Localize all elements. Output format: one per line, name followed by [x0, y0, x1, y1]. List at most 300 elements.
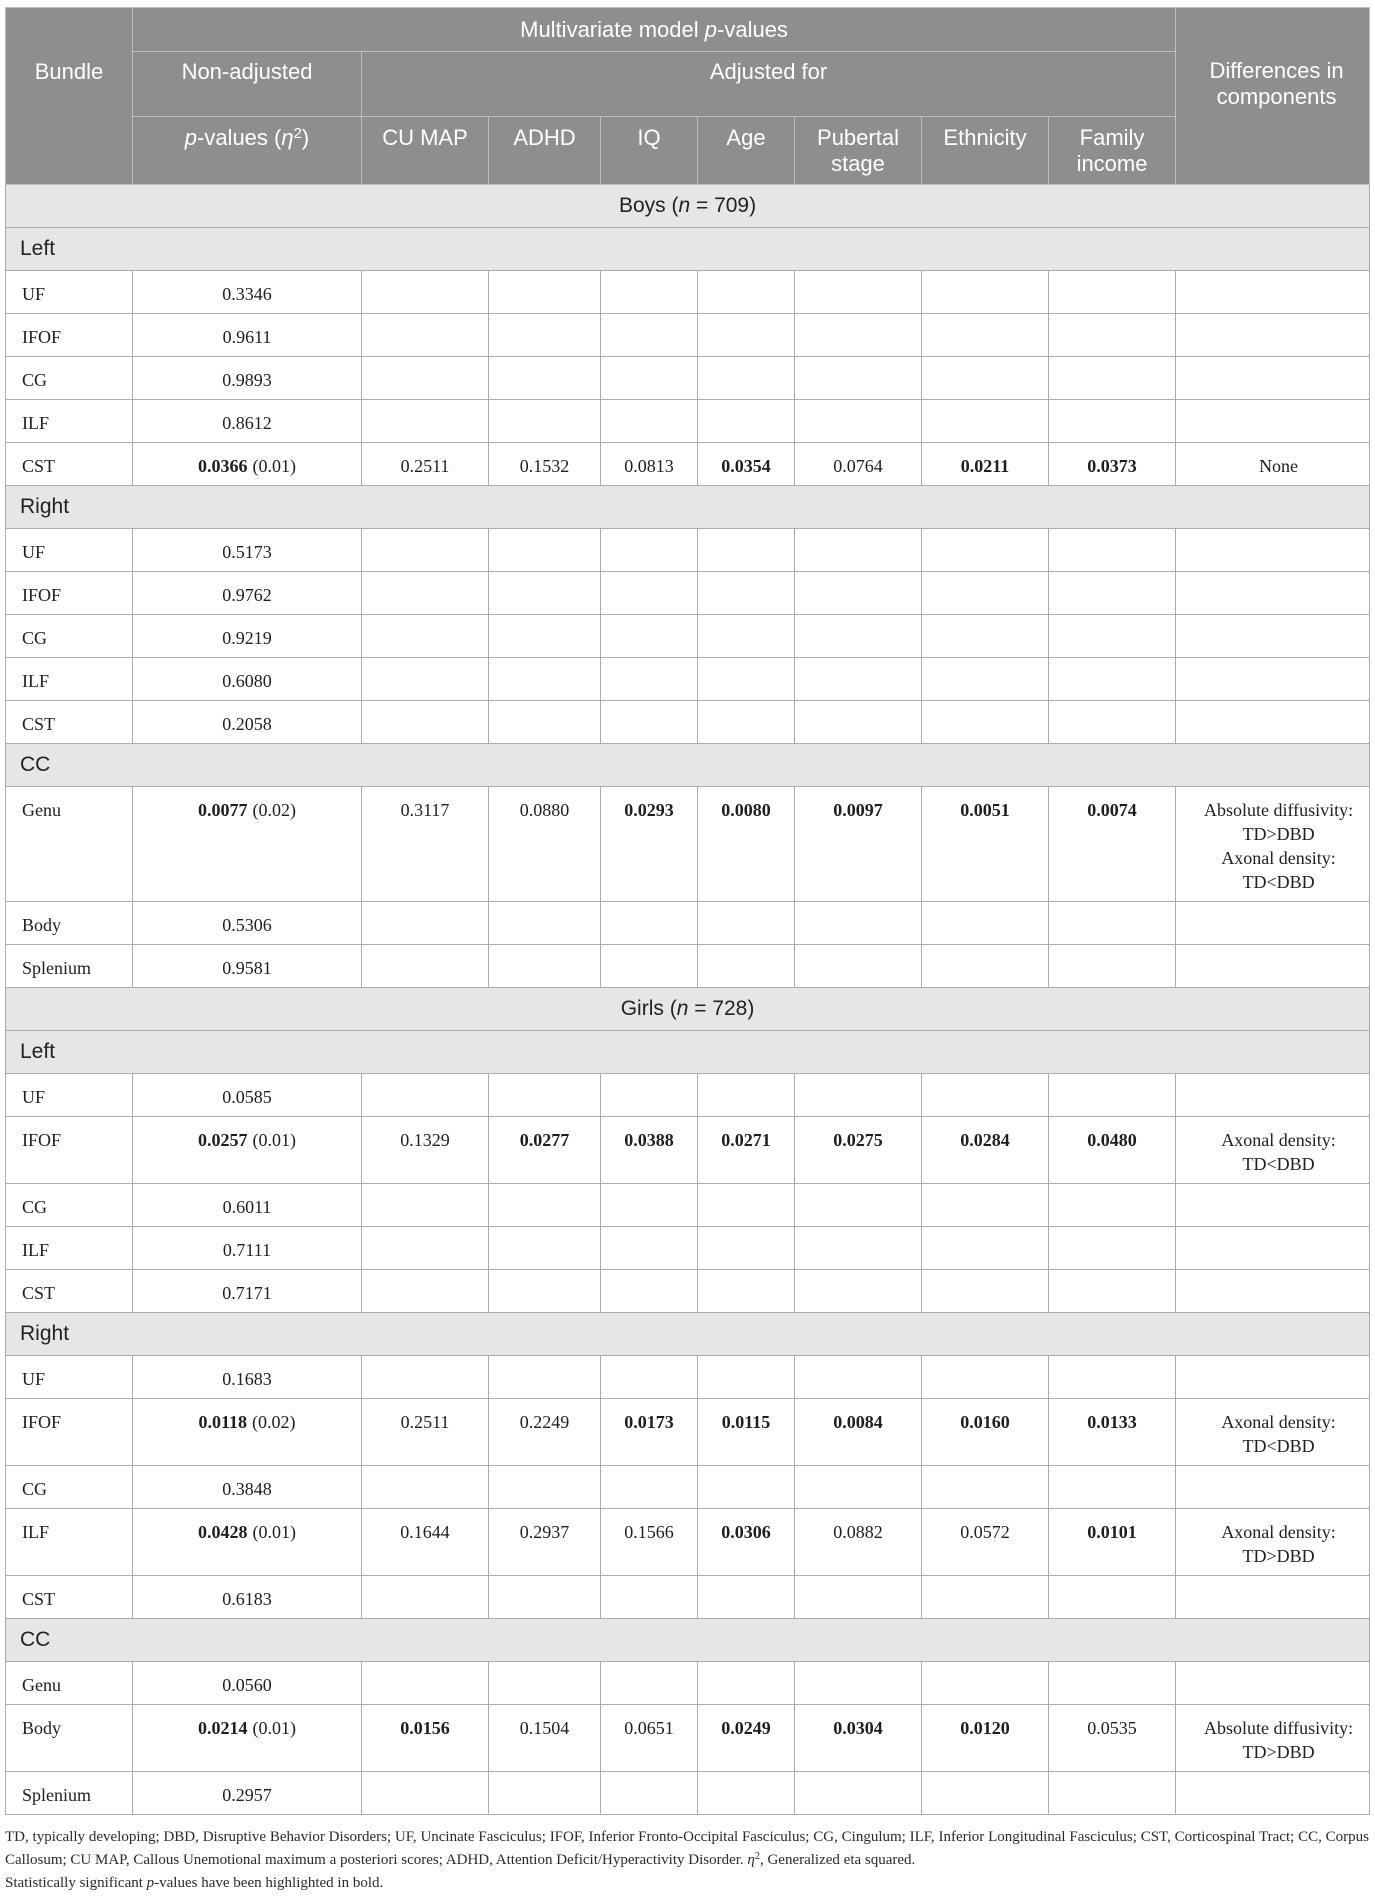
differences-cell	[1176, 1117, 1370, 1184]
adjusted-p-value-iq: 0.1566	[624, 1522, 674, 1542]
differences-cell	[1176, 357, 1370, 400]
section-row	[6, 1031, 1370, 1074]
adjusted-p-value-iq: 0.0388	[624, 1130, 674, 1150]
adjusted-cell-iq	[601, 443, 698, 486]
adjusted-p-value-iq: 0.0293	[624, 800, 674, 820]
adjusted-cell-adhd	[489, 615, 601, 658]
adjusted-cell-cu-map	[362, 1184, 489, 1227]
table-row	[6, 1662, 1370, 1705]
adjusted-cell-pubertal-stage	[795, 615, 922, 658]
differences-cell	[1176, 658, 1370, 701]
covariate-header-ethnicity: Ethnicity	[922, 117, 1049, 185]
adjusted-cell-iq	[601, 1576, 698, 1619]
nonadjusted-cell	[133, 1074, 362, 1117]
adjusted-cell-pubertal-stage	[795, 1227, 922, 1270]
table-row	[6, 529, 1370, 572]
adjusted-cell-pubertal-stage	[795, 1772, 922, 1815]
differences-cell	[1176, 902, 1370, 945]
adjusted-cell-pubertal-stage	[795, 1705, 922, 1772]
nonadjusted-p-value: 0.2058	[222, 714, 272, 734]
adjusted-cell-pubertal-stage	[795, 443, 922, 486]
adjusted-cell-age	[698, 1227, 795, 1270]
adjusted-cell-family-income	[1049, 529, 1176, 572]
adjusted-cell-family-income	[1049, 357, 1176, 400]
significance-note	[5, 1872, 1369, 1895]
adjusted-cell-ethnicity	[922, 658, 1049, 701]
table-row	[6, 1356, 1370, 1399]
adjusted-cell-family-income	[1049, 400, 1176, 443]
adjusted-cell-cu-map	[362, 1270, 489, 1313]
differences-cell	[1176, 1184, 1370, 1227]
adjusted-p-value-ethnicity: 0.0284	[960, 1130, 1010, 1150]
section-label: Left	[6, 228, 1370, 271]
adjusted-cell-ethnicity	[922, 945, 1049, 988]
bundle-name: CST	[6, 701, 133, 744]
adjusted-cell-age	[698, 1270, 795, 1313]
nonadjusted-cell	[133, 1356, 362, 1399]
differences-cell	[1176, 1270, 1370, 1313]
adjusted-cell-ethnicity	[922, 1227, 1049, 1270]
adjusted-cell-age	[698, 1705, 795, 1772]
adjusted-p-value-ethnicity: 0.0211	[960, 456, 1010, 476]
adjusted-p-value-age: 0.0271	[721, 1130, 771, 1150]
adjusted-cell-family-income	[1049, 314, 1176, 357]
differences-cell	[1176, 701, 1370, 744]
adjusted-cell-age	[698, 357, 795, 400]
adjusted-cell-pubertal-stage	[795, 1074, 922, 1117]
p-symbol: p	[704, 17, 718, 42]
bundle-name: CST	[6, 1576, 133, 1619]
adjusted-cell-age	[698, 1356, 795, 1399]
adjusted-cell-iq	[601, 1466, 698, 1509]
differences-cell	[1176, 1399, 1370, 1466]
adjusted-cell-adhd	[489, 1705, 601, 1772]
bundle-name: IFOF	[6, 1117, 133, 1184]
bundle-name: Genu	[6, 787, 133, 902]
nonadjusted-cell	[133, 400, 362, 443]
adjusted-cell-cu-map	[362, 1117, 489, 1184]
adjusted-cell-adhd	[489, 1399, 601, 1466]
adjusted-cell-family-income	[1049, 902, 1176, 945]
adjusted-cell-family-income	[1049, 1772, 1176, 1815]
adjusted-cell-adhd	[489, 1117, 601, 1184]
adjusted-cell-pubertal-stage	[795, 400, 922, 443]
bundle-name: Body	[6, 902, 133, 945]
adjusted-cell-ethnicity	[922, 1772, 1049, 1815]
table-row	[6, 271, 1370, 314]
section-row	[6, 1619, 1370, 1662]
abbreviations-note	[5, 1826, 1369, 1872]
adjusted-p-value-cu-map: 0.3117	[400, 800, 450, 820]
eta-squared-value: (0.02)	[252, 800, 296, 820]
adjusted-cell-age	[698, 701, 795, 744]
table-row	[6, 1227, 1370, 1270]
adjusted-cell-adhd	[489, 1227, 601, 1270]
group-row	[6, 185, 1370, 228]
group-label-count: = 709)	[690, 194, 757, 217]
adjusted-cell-iq	[601, 1227, 698, 1270]
p-symbol: p	[146, 1875, 155, 1891]
differences-header: Differences in components	[1176, 8, 1370, 185]
nonadjusted-p-value: 0.9762	[222, 585, 272, 605]
abbreviations-text: TD, typically developing; DBD, Disruptive Behavior Disorders; UF, Uncinate Fasciculus; IFOF, Inferior Fronto-Occipital Fasciculus; CG, Cingulum; ILF, Inferior Longitudinal Fasciculus; CST, Corticospinal Tract; CC, Corpus Callosum; CU MAP, Callous Unemotional maximum a posteriori scores; ADHD, Attention Deficit/Hyperactivity Disorder.	[5, 1829, 1369, 1868]
eta-squared-value: (0.01)	[252, 1522, 296, 1542]
adjusted-cell-pubertal-stage	[795, 1270, 922, 1313]
adjusted-cell-pubertal-stage	[795, 658, 922, 701]
adjusted-cell-age	[698, 902, 795, 945]
adjusted-cell-cu-map	[362, 1662, 489, 1705]
nonadjusted-cell	[133, 443, 362, 486]
nonadjusted-p-value: 0.2957	[222, 1785, 272, 1805]
table-row	[6, 1509, 1370, 1576]
differences-cell	[1176, 400, 1370, 443]
nonadjusted-p-value: 0.9893	[222, 370, 272, 390]
adjusted-cell-ethnicity	[922, 1509, 1049, 1576]
difference-line: TD>DBD	[1242, 1546, 1315, 1566]
nonadjusted-cell	[133, 1705, 362, 1772]
adjusted-cell-iq	[601, 615, 698, 658]
multivariate-header-suffix: -values	[717, 17, 788, 42]
nonadjusted-cell	[133, 314, 362, 357]
adjusted-cell-family-income	[1049, 271, 1176, 314]
adjusted-cell-adhd	[489, 1356, 601, 1399]
eta-squared-value: (0.01)	[252, 1718, 296, 1738]
adjusted-cell-family-income	[1049, 787, 1176, 902]
adjusted-cell-adhd	[489, 787, 601, 902]
nonadjusted-p-value: 0.1683	[222, 1369, 272, 1389]
adjusted-cell-ethnicity	[922, 1270, 1049, 1313]
nonadjusted-p-value: 0.5306	[222, 915, 272, 935]
adjusted-cell-pubertal-stage	[795, 529, 922, 572]
adjusted-cell-iq	[601, 701, 698, 744]
adjusted-p-value-pubertal-stage: 0.0275	[833, 1130, 883, 1150]
adjusted-p-value-family-income: 0.0074	[1087, 800, 1137, 820]
adjusted-cell-iq	[601, 902, 698, 945]
adjusted-cell-cu-map	[362, 701, 489, 744]
adjusted-cell-cu-map	[362, 1356, 489, 1399]
significance-text: Statistically significant	[5, 1875, 147, 1891]
adjusted-cell-adhd	[489, 400, 601, 443]
bundle-name: UF	[6, 1356, 133, 1399]
adjusted-cell-age	[698, 1772, 795, 1815]
adjusted-cell-pubertal-stage	[795, 1117, 922, 1184]
adjusted-p-value-pubertal-stage: 0.0304	[833, 1718, 883, 1738]
adjusted-cell-ethnicity	[922, 1117, 1049, 1184]
nonadjusted-p-value: 0.7171	[222, 1283, 272, 1303]
adjusted-cell-ethnicity	[922, 529, 1049, 572]
adjusted-cell-iq	[601, 945, 698, 988]
adjusted-cell-iq	[601, 357, 698, 400]
adjusted-cell-pubertal-stage	[795, 902, 922, 945]
adjusted-cell-age	[698, 572, 795, 615]
bundle-name: ILF	[6, 1227, 133, 1270]
group-label-text: Girls (	[620, 997, 677, 1020]
nonadjusted-cell	[133, 1399, 362, 1466]
adjusted-cell-pubertal-stage	[795, 357, 922, 400]
adjusted-cell-age	[698, 529, 795, 572]
adjusted-cell-cu-map	[362, 1074, 489, 1117]
section-label: Left	[6, 1031, 1370, 1074]
adjusted-p-value-adhd: 0.1504	[519, 1718, 570, 1738]
adjusted-cell-adhd	[489, 945, 601, 988]
adjusted-cell-pubertal-stage	[795, 1509, 922, 1576]
adjusted-p-value-iq: 0.0813	[624, 456, 674, 476]
adjusted-cell-iq	[601, 1705, 698, 1772]
nonadjusted-p-value: 0.0585	[222, 1087, 272, 1107]
table-row	[6, 1705, 1370, 1772]
table-row	[6, 701, 1370, 744]
differences-cell	[1176, 1705, 1370, 1772]
eta-symbol: η	[281, 125, 294, 150]
section-row	[6, 486, 1370, 529]
difference-line: TD<DBD	[1242, 1154, 1315, 1174]
bundle-name: IFOF	[6, 314, 133, 357]
adjusted-cell-family-income	[1049, 443, 1176, 486]
adjusted-p-value-adhd: 0.2249	[519, 1412, 570, 1432]
adjusted-cell-age	[698, 1509, 795, 1576]
adjusted-p-value-pubertal-stage: 0.0084	[833, 1412, 883, 1432]
adjusted-cell-pubertal-stage	[795, 572, 922, 615]
bundle-name: UF	[6, 271, 133, 314]
adjusted-cell-cu-map	[362, 572, 489, 615]
adjusted-cell-iq	[601, 1772, 698, 1815]
table-row	[6, 658, 1370, 701]
adjusted-p-value-family-income: 0.0101	[1087, 1522, 1137, 1542]
table-row	[6, 945, 1370, 988]
difference-line: TD>DBD	[1242, 824, 1315, 844]
nonadjusted-p-value: 0.9611	[222, 327, 272, 347]
adjusted-cell-ethnicity	[922, 443, 1049, 486]
covariate-header-age: Age	[698, 117, 795, 185]
multivariate-header	[133, 8, 1176, 52]
adjusted-cell-adhd	[489, 529, 601, 572]
adjusted-cell-age	[698, 945, 795, 988]
adjusted-cell-family-income	[1049, 1399, 1176, 1466]
results-table-body	[6, 185, 1370, 1815]
adjusted-cell-age	[698, 787, 795, 902]
adjusted-cell-ethnicity	[922, 400, 1049, 443]
eta-superscript: 2	[293, 124, 302, 142]
differences-cell	[1176, 1356, 1370, 1399]
adjusted-cell-iq	[601, 1399, 698, 1466]
adjusted-cell-ethnicity	[922, 314, 1049, 357]
adjusted-cell-family-income	[1049, 1356, 1176, 1399]
adjusted-cell-cu-map	[362, 1705, 489, 1772]
adjusted-cell-ethnicity	[922, 902, 1049, 945]
adjusted-cell-family-income	[1049, 1184, 1176, 1227]
adjusted-cell-ethnicity	[922, 271, 1049, 314]
section-label: CC	[6, 744, 1370, 787]
difference-line: Axonal density:	[1221, 1130, 1336, 1150]
adjusted-cell-adhd	[489, 1270, 601, 1313]
adjusted-cell-family-income	[1049, 945, 1176, 988]
adjusted-p-value-cu-map: 0.2511	[400, 1412, 450, 1432]
adjusted-p-value-family-income: 0.0133	[1087, 1412, 1137, 1432]
multivariate-header-text: Multivariate model	[520, 17, 705, 42]
adjusted-cell-cu-map	[362, 945, 489, 988]
adjusted-p-value-ethnicity: 0.0120	[960, 1718, 1010, 1738]
adjusted-cell-iq	[601, 658, 698, 701]
adjusted-cell-adhd	[489, 1772, 601, 1815]
eta-symbol: η	[747, 1852, 755, 1868]
differences-cell	[1176, 1509, 1370, 1576]
adjusted-cell-adhd	[489, 1184, 601, 1227]
eta-squared-value: (0.01)	[252, 1130, 296, 1150]
table-row	[6, 443, 1370, 486]
pvalues-label: -values (	[197, 125, 282, 150]
adjusted-p-value-age: 0.0080	[721, 800, 771, 820]
adjusted-cell-pubertal-stage	[795, 314, 922, 357]
nonadjusted-cell	[133, 1772, 362, 1815]
bundle-name: Splenium	[6, 945, 133, 988]
adjusted-p-value-ethnicity: 0.0572	[960, 1522, 1010, 1542]
differences-cell	[1176, 572, 1370, 615]
bundle-name: CST	[6, 1270, 133, 1313]
bundle-name: ILF	[6, 400, 133, 443]
adjusted-cell-pubertal-stage	[795, 1184, 922, 1227]
group-row	[6, 988, 1370, 1031]
difference-line: TD<DBD	[1242, 872, 1315, 892]
p-symbol: p	[184, 125, 197, 150]
covariate-header-adhd: ADHD	[489, 117, 601, 185]
adjusted-cell-family-income	[1049, 572, 1176, 615]
nonadjusted-cell	[133, 1662, 362, 1705]
differences-cell	[1176, 1227, 1370, 1270]
nonadjusted-p-value: 0.3848	[222, 1479, 272, 1499]
table-row	[6, 615, 1370, 658]
adjusted-cell-ethnicity	[922, 1662, 1049, 1705]
nonadjusted-cell	[133, 902, 362, 945]
section-row	[6, 228, 1370, 271]
nonadjusted-cell	[133, 271, 362, 314]
nonadjusted-p-value: 0.0257	[198, 1130, 248, 1150]
adjusted-p-value-adhd: 0.2937	[519, 1522, 570, 1542]
section-label: Right	[6, 1313, 1370, 1356]
table-row	[6, 1074, 1370, 1117]
adjusted-cell-ethnicity	[922, 572, 1049, 615]
adjusted-p-value-pubertal-stage: 0.0097	[833, 800, 883, 820]
adjusted-cell-adhd	[489, 357, 601, 400]
adjusted-cell-adhd	[489, 1466, 601, 1509]
table-footnote	[5, 1826, 1369, 1895]
adjusted-cell-adhd	[489, 658, 601, 701]
bundle-name: CG	[6, 1466, 133, 1509]
table-header	[6, 8, 1370, 185]
nonadjusted-cell	[133, 1227, 362, 1270]
bundle-name: CST	[6, 443, 133, 486]
adjusted-cell-age	[698, 314, 795, 357]
adjusted-cell-pubertal-stage	[795, 271, 922, 314]
adjusted-cell-family-income	[1049, 1576, 1176, 1619]
table-row	[6, 357, 1370, 400]
adjusted-cell-age	[698, 1074, 795, 1117]
adjusted-p-value-family-income: 0.0535	[1087, 1718, 1137, 1738]
bundle-name: ILF	[6, 658, 133, 701]
adjusted-cell-cu-map	[362, 1576, 489, 1619]
nonadjusted-cell	[133, 1184, 362, 1227]
adjusted-cell-age	[698, 271, 795, 314]
difference-line: Absolute diffusivity:	[1203, 800, 1354, 820]
bundle-name: CG	[6, 1184, 133, 1227]
eta-squared-value: (0.01)	[252, 456, 296, 476]
nonadjusted-cell	[133, 357, 362, 400]
bundle-header: Bundle	[6, 8, 133, 185]
nonadjusted-cell	[133, 1509, 362, 1576]
adjusted-cell-ethnicity	[922, 1466, 1049, 1509]
adjusted-cell-adhd	[489, 572, 601, 615]
differences-cell	[1176, 529, 1370, 572]
differences-cell	[1176, 945, 1370, 988]
nonadjusted-p-value: 0.0077	[198, 800, 248, 820]
nonadjusted-p-value: 0.0428	[198, 1522, 248, 1542]
adjusted-cell-adhd	[489, 271, 601, 314]
adjusted-cell-ethnicity	[922, 1576, 1049, 1619]
group-label	[6, 185, 1370, 228]
adjusted-cell-age	[698, 1184, 795, 1227]
nonadjusted-cell	[133, 945, 362, 988]
pvalues-eta-subheader	[133, 117, 362, 185]
nonadjusted-p-value: 0.6080	[222, 671, 272, 691]
adjusted-p-value-cu-map: 0.1644	[400, 1522, 450, 1542]
adjusted-cell-adhd	[489, 701, 601, 744]
adjusted-p-value-cu-map: 0.0156	[400, 1718, 450, 1738]
adjusted-cell-iq	[601, 787, 698, 902]
adjusted-cell-pubertal-stage	[795, 787, 922, 902]
adjusted-cell-ethnicity	[922, 701, 1049, 744]
differences-cell	[1176, 443, 1370, 486]
nonadjusted-cell	[133, 787, 362, 902]
header-row-2	[6, 52, 1370, 117]
bundle-name: Splenium	[6, 1772, 133, 1815]
adjusted-cell-family-income	[1049, 1117, 1176, 1184]
adjusted-cell-cu-map	[362, 271, 489, 314]
differences-cell	[1176, 1662, 1370, 1705]
adjusted-cell-age	[698, 1466, 795, 1509]
section-label: CC	[6, 1619, 1370, 1662]
adjusted-cell-age	[698, 400, 795, 443]
adjusted-cell-ethnicity	[922, 1184, 1049, 1227]
adjusted-cell-cu-map	[362, 787, 489, 902]
difference-line: Axonal density:	[1221, 1522, 1336, 1542]
table-row	[6, 400, 1370, 443]
adjusted-cell-age	[698, 658, 795, 701]
adjusted-p-value-ethnicity: 0.0051	[960, 800, 1010, 820]
adjusted-cell-family-income	[1049, 701, 1176, 744]
adjusted-cell-iq	[601, 529, 698, 572]
adjusted-cell-pubertal-stage	[795, 1466, 922, 1509]
difference-line: Absolute diffusivity:	[1203, 1718, 1354, 1738]
difference-line: TD>DBD	[1242, 1742, 1315, 1762]
nonadjusted-cell	[133, 615, 362, 658]
adjusted-cell-cu-map	[362, 615, 489, 658]
differences-cell	[1176, 1576, 1370, 1619]
adjusted-cell-ethnicity	[922, 1705, 1049, 1772]
nonadjusted-cell	[133, 701, 362, 744]
adjusted-cell-adhd	[489, 1576, 601, 1619]
table-row	[6, 1117, 1370, 1184]
covariate-header-family-income: Family income	[1049, 117, 1176, 185]
nonadjusted-cell	[133, 1117, 362, 1184]
covariate-header-iq: IQ	[601, 117, 698, 185]
adjusted-cell-family-income	[1049, 1466, 1176, 1509]
adjusted-cell-cu-map	[362, 314, 489, 357]
adjusted-cell-adhd	[489, 314, 601, 357]
differences-cell	[1176, 314, 1370, 357]
adjusted-cell-age	[698, 1576, 795, 1619]
difference-line: None	[1259, 456, 1299, 476]
adjusted-p-value-iq: 0.0173	[624, 1412, 674, 1432]
nonadjusted-p-value: 0.3346	[222, 284, 272, 304]
